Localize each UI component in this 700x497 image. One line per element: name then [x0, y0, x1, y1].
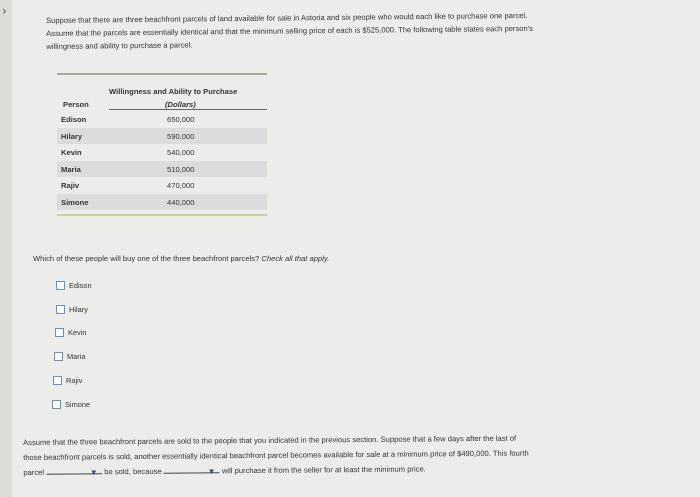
wtp-table	[57, 73, 267, 216]
checkbox[interactable]	[56, 305, 65, 314]
checkbox[interactable]	[54, 352, 63, 361]
option-label: Simone	[65, 400, 91, 409]
row-name: Kevin	[61, 148, 82, 157]
header-willingness: Willingness and Ability to Purchase	[109, 87, 238, 96]
intro-line-3: willingness and ability to purchase a parcel.	[46, 40, 193, 51]
row-name: Maria	[61, 164, 81, 174]
option-rajiv[interactable]	[53, 376, 82, 385]
table-row	[57, 144, 267, 161]
question-main: Which of these people will buy one of the three beachfront parcels?	[33, 254, 260, 263]
checkbox[interactable]	[55, 328, 64, 337]
left-sidebar	[0, 0, 12, 497]
option-hilary[interactable]	[56, 305, 88, 314]
question-hint: Check all that apply.	[261, 254, 330, 263]
checkbox[interactable]	[52, 400, 61, 409]
intro-text	[46, 8, 646, 53]
option-label: Edison	[69, 281, 92, 290]
option-label: Hilary	[69, 305, 88, 314]
header-dollars: (Dollars)	[165, 100, 196, 109]
row-value: 650,000	[167, 115, 195, 124]
para-line-1: Assume that the three beachfront parcels are sold to the people that you indicated in the previous section. Suppose that a few days after the last of	[23, 433, 517, 447]
dropdown-arrow-icon: ▼	[209, 468, 214, 476]
para-line3-start: parcel	[23, 467, 45, 477]
table-bottom-rule	[57, 214, 267, 216]
row-value: 470,000	[167, 181, 195, 190]
option-simone[interactable]	[52, 400, 90, 409]
para-line3-end: will purchase it from the seller for at least the minimum price.	[221, 464, 426, 476]
intro-line-1: Suppose that there are three beachfront parcels of land available for sale in Astoria and six people who would each like to purchase one parcel.	[46, 10, 528, 25]
row-name: Simone	[61, 197, 89, 207]
table-header	[57, 75, 267, 111]
dropdown-arrow-icon: ▼	[91, 469, 97, 477]
row-value: 590,000	[167, 131, 195, 141]
followup-paragraph	[23, 430, 663, 480]
row-value: 510,000	[167, 164, 195, 174]
option-label: Kevin	[68, 328, 87, 337]
header-person: Person	[63, 100, 89, 109]
will-wont-dropdown[interactable]	[46, 464, 102, 477]
table-row	[57, 128, 267, 145]
option-label: Maria	[67, 352, 86, 361]
table-row	[57, 177, 267, 194]
row-value: 440,000	[167, 197, 195, 207]
option-maria[interactable]	[54, 352, 85, 361]
table-row	[57, 194, 267, 211]
table-row	[57, 111, 267, 128]
row-value: 540,000	[167, 148, 195, 157]
row-name: Rajiv	[61, 181, 80, 190]
header-underline	[109, 109, 267, 110]
table-row	[57, 161, 267, 178]
para-line3-mid: be sold, because	[104, 466, 162, 477]
option-label: Rajiv	[66, 376, 83, 385]
row-name: Hilary	[61, 131, 83, 141]
checkbox[interactable]	[53, 376, 62, 385]
chevron-right-icon[interactable]: ›	[2, 4, 7, 18]
intro-line-2: Assume that the parcels are essentially identical and that the minimum selling price of each is $525,000. The following table states each person's	[46, 23, 533, 38]
buyer-dropdown[interactable]	[164, 463, 220, 476]
option-kevin[interactable]	[55, 328, 87, 337]
option-edison[interactable]	[56, 281, 92, 290]
row-name: Edison	[61, 115, 87, 124]
question-text	[33, 254, 329, 263]
para-line-2: those beachfront parcels is sold, another essentially identical beachfront parcel becomes available for sale at a minimum price of $490,000. This fourth	[23, 448, 529, 462]
checkbox[interactable]	[56, 281, 65, 290]
